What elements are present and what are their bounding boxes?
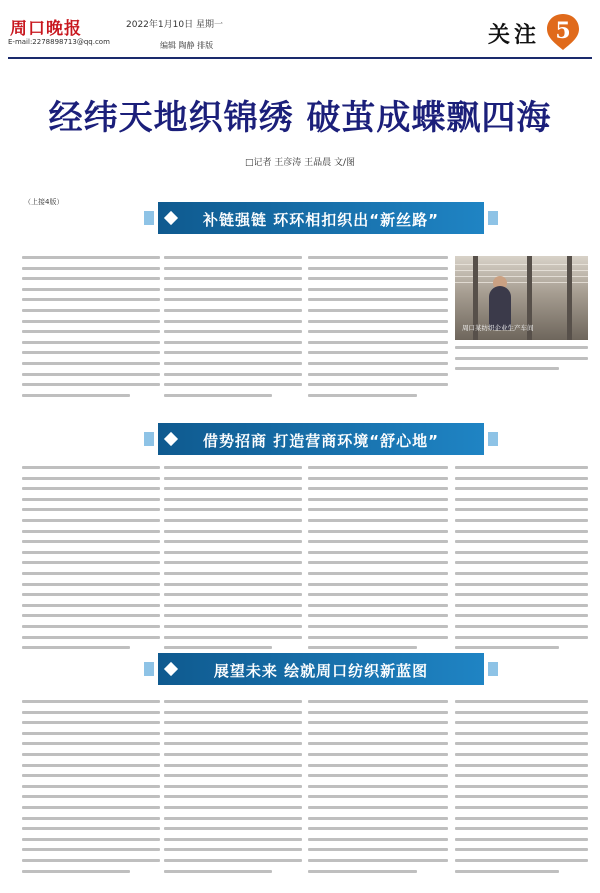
text-line — [164, 320, 302, 323]
text-line — [308, 561, 448, 564]
text-line — [22, 383, 160, 386]
masthead-rule — [8, 57, 592, 59]
section-banner-1 — [158, 202, 484, 234]
text-line — [308, 870, 417, 873]
text-line — [455, 561, 588, 564]
text-line — [164, 711, 302, 714]
text-line — [308, 298, 448, 301]
text-line — [22, 614, 160, 617]
text-line — [164, 636, 302, 639]
text-line — [164, 614, 302, 617]
text-line — [455, 870, 559, 873]
text-line — [308, 742, 448, 745]
text-line — [455, 838, 588, 841]
page-badge — [546, 13, 580, 51]
editor-info: 编辑 陶静 排版 — [160, 41, 214, 50]
article-byline: □记者 王彦涛 王晶晨 文/图 — [244, 158, 356, 168]
text-line — [164, 785, 302, 788]
text-line — [455, 817, 588, 820]
section-title-1: 补链强链 环环相扣织出“新丝路” — [203, 211, 439, 229]
text-line — [22, 330, 160, 333]
text-line — [22, 774, 160, 777]
text-line — [308, 466, 448, 469]
text-line — [22, 394, 130, 397]
text-line — [164, 362, 302, 365]
text-line — [164, 277, 302, 280]
text-column — [308, 256, 448, 404]
text-column — [455, 466, 588, 657]
text-line — [22, 341, 160, 344]
text-column — [164, 700, 302, 880]
text-line — [455, 466, 588, 469]
continued-note: （上接4版） — [24, 198, 64, 206]
text-line — [164, 859, 302, 862]
text-line — [308, 383, 448, 386]
text-line — [164, 593, 302, 596]
text-line — [22, 288, 160, 291]
text-line — [308, 593, 448, 596]
section-title-3: 展望未来 绘就周口纺织新蓝图 — [213, 662, 429, 680]
text-line — [308, 330, 448, 333]
text-line — [164, 753, 302, 756]
text-line — [308, 753, 448, 756]
text-line — [455, 742, 588, 745]
contact-email: E-mail:2278898713@qq.com — [8, 38, 110, 46]
text-line — [455, 774, 588, 777]
text-line — [164, 508, 302, 511]
text-line — [22, 848, 160, 851]
text-line — [164, 466, 302, 469]
text-column — [22, 466, 160, 657]
text-line — [455, 357, 588, 360]
text-line — [22, 817, 160, 820]
text-line — [455, 721, 588, 724]
text-line — [164, 795, 302, 798]
text-line — [22, 277, 160, 280]
text-line — [164, 341, 302, 344]
text-line — [164, 351, 302, 354]
text-line — [22, 256, 160, 259]
text-line — [164, 848, 302, 851]
text-line — [164, 806, 302, 809]
text-line — [22, 551, 160, 554]
text-line — [22, 362, 160, 365]
text-line — [308, 732, 448, 735]
text-line — [22, 838, 160, 841]
text-line — [308, 267, 448, 270]
text-line — [164, 330, 302, 333]
text-line — [164, 838, 302, 841]
text-line — [308, 341, 448, 344]
text-line — [164, 732, 302, 735]
text-line — [164, 827, 302, 830]
text-line — [308, 636, 448, 639]
text-line — [22, 806, 160, 809]
text-line — [22, 351, 160, 354]
text-column — [455, 700, 588, 880]
text-line — [22, 646, 130, 649]
text-line — [308, 604, 448, 607]
page-number: 5 — [555, 18, 571, 44]
text-column — [22, 256, 160, 404]
text-line — [308, 351, 448, 354]
text-column — [164, 466, 302, 657]
text-line — [164, 646, 272, 649]
text-column — [22, 700, 160, 880]
section-name: 关注 — [488, 22, 541, 48]
text-line — [164, 394, 272, 397]
text-line — [455, 614, 588, 617]
text-line — [455, 636, 588, 639]
text-line — [22, 764, 160, 767]
text-line — [22, 267, 160, 270]
text-line — [22, 498, 160, 501]
masthead — [0, 0, 600, 64]
text-line — [22, 870, 130, 873]
text-line — [164, 298, 302, 301]
section-banner-2 — [158, 423, 484, 455]
text-line — [22, 827, 160, 830]
text-line — [164, 764, 302, 767]
text-line — [22, 700, 160, 703]
text-line — [308, 838, 448, 841]
text-line — [455, 827, 588, 830]
section-banner-3 — [158, 653, 484, 685]
text-line — [308, 764, 448, 767]
text-line — [308, 530, 448, 533]
text-line — [164, 625, 302, 628]
text-line — [22, 309, 160, 312]
text-line — [164, 383, 302, 386]
text-line — [308, 774, 448, 777]
text-line — [308, 583, 448, 586]
text-line — [164, 530, 302, 533]
text-line — [455, 540, 588, 543]
text-line — [22, 742, 160, 745]
text-line — [22, 593, 160, 596]
text-line — [164, 373, 302, 376]
text-line — [308, 551, 448, 554]
text-line — [455, 367, 559, 370]
text-line — [308, 320, 448, 323]
text-line — [164, 487, 302, 490]
text-line — [455, 477, 588, 480]
text-line — [455, 753, 588, 756]
text-line — [22, 530, 160, 533]
text-line — [308, 508, 448, 511]
text-line — [308, 394, 417, 397]
text-line — [22, 487, 160, 490]
issue-date: 2022年1月10日 星期一 — [126, 20, 223, 30]
text-line — [308, 859, 448, 862]
text-line — [22, 572, 160, 575]
text-line — [308, 711, 448, 714]
article-headline: 经纬天地织锦绣 破茧成蝶飘四海 — [48, 98, 552, 138]
text-line — [308, 614, 448, 617]
text-line — [308, 817, 448, 820]
text-line — [308, 288, 448, 291]
text-line — [308, 540, 448, 543]
text-line — [455, 593, 588, 596]
text-line — [164, 742, 302, 745]
text-line — [455, 732, 588, 735]
text-line — [22, 540, 160, 543]
photo-caption: 周口某纺织企业生产车间 — [462, 324, 534, 332]
text-line — [455, 604, 588, 607]
text-line — [164, 870, 272, 873]
text-line — [22, 477, 160, 480]
text-line — [308, 700, 448, 703]
text-line — [455, 806, 588, 809]
text-line — [455, 785, 588, 788]
text-column — [308, 700, 448, 880]
text-line — [164, 817, 302, 820]
text-line — [22, 711, 160, 714]
text-line — [164, 700, 302, 703]
text-line — [308, 827, 448, 830]
text-line — [164, 498, 302, 501]
text-line — [308, 848, 448, 851]
text-line — [455, 625, 588, 628]
text-line — [308, 362, 448, 365]
text-line — [308, 646, 417, 649]
text-line — [164, 309, 302, 312]
text-line — [22, 721, 160, 724]
text-line — [455, 646, 559, 649]
text-line — [308, 806, 448, 809]
text-line — [455, 572, 588, 575]
text-line — [22, 320, 160, 323]
text-line — [455, 498, 588, 501]
text-line — [308, 498, 448, 501]
text-line — [455, 487, 588, 490]
text-line — [455, 711, 588, 714]
text-line — [455, 764, 588, 767]
text-line — [308, 373, 448, 376]
text-line — [22, 732, 160, 735]
text-line — [164, 267, 302, 270]
text-line — [164, 288, 302, 291]
text-line — [308, 572, 448, 575]
newspaper-logo: 周口晚报 — [10, 19, 82, 39]
text-line — [164, 551, 302, 554]
text-line — [164, 774, 302, 777]
text-line — [22, 508, 160, 511]
text-line — [308, 785, 448, 788]
text-line — [164, 583, 302, 586]
text-line — [455, 859, 588, 862]
text-line — [455, 795, 588, 798]
text-line — [455, 583, 588, 586]
text-line — [22, 604, 160, 607]
text-line — [308, 309, 448, 312]
text-line — [308, 625, 448, 628]
text-line — [308, 277, 448, 280]
text-line — [22, 859, 160, 862]
text-line — [455, 700, 588, 703]
text-line — [22, 583, 160, 586]
text-line — [455, 346, 588, 349]
text-line — [22, 519, 160, 522]
text-line — [308, 721, 448, 724]
text-line — [22, 466, 160, 469]
text-line — [164, 721, 302, 724]
text-line — [164, 540, 302, 543]
text-line — [308, 519, 448, 522]
text-line — [22, 636, 160, 639]
text-line — [164, 477, 302, 480]
text-line — [308, 487, 448, 490]
text-line — [455, 551, 588, 554]
text-line — [22, 625, 160, 628]
text-line — [22, 298, 160, 301]
text-line — [22, 373, 160, 376]
text-line — [455, 508, 588, 511]
text-line — [164, 256, 302, 259]
text-line — [22, 561, 160, 564]
text-line — [22, 753, 160, 756]
text-line — [308, 256, 448, 259]
text-line — [164, 519, 302, 522]
section-title-2: 借势招商 打造营商环境“舒心地” — [203, 432, 439, 450]
text-line — [308, 795, 448, 798]
text-line — [22, 795, 160, 798]
text-line — [455, 530, 588, 533]
text-column — [308, 466, 448, 657]
text-line — [164, 561, 302, 564]
text-line — [22, 785, 160, 788]
text-line — [308, 477, 448, 480]
text-line — [455, 848, 588, 851]
text-line — [455, 519, 588, 522]
text-column — [455, 346, 588, 378]
text-column — [164, 256, 302, 404]
text-line — [164, 604, 302, 607]
text-line — [164, 572, 302, 575]
